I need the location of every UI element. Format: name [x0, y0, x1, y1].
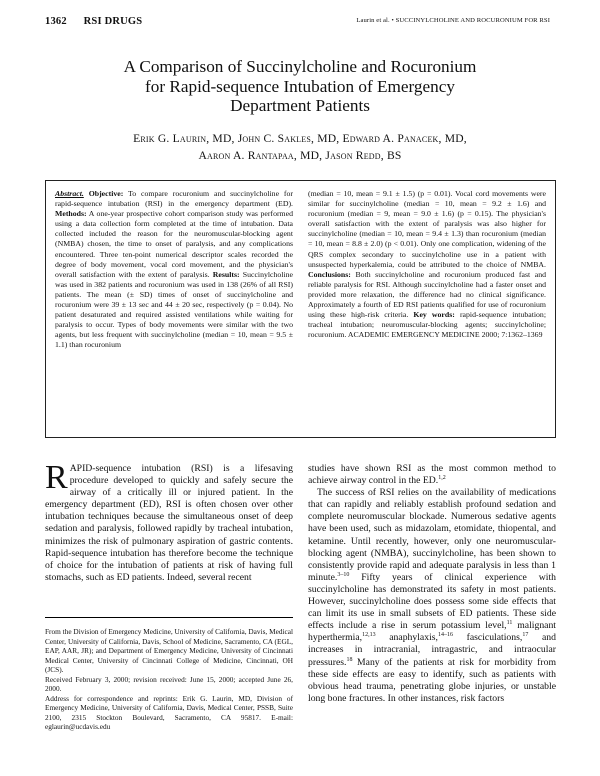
received-note: Received February 3, 2000; revision received: June 15, 2000; accepted June 26, 2000. — [45, 674, 293, 693]
results-label: Results: — [212, 269, 240, 279]
authors-line: Aaron A. Rantapaa, MD, Jason Redd, BS — [198, 149, 402, 162]
citation: 18 — [346, 656, 353, 663]
body-right-column — [308, 463, 556, 705]
title-line: A Comparison of Succinylcholine and Rocuronium — [123, 57, 477, 76]
section-name: RSI DRUGS — [83, 16, 143, 27]
body-text: anaphylaxis, — [375, 632, 438, 644]
abstract-label: Abstract. — [55, 189, 84, 198]
abstract-left-column — [55, 189, 293, 351]
author-list — [40, 130, 560, 164]
affiliation-note: From the Division of Emergency Medicine, University of California, Davis, Medical Center, University of California, Davis, School of Medicine, Sacramento, CA (EGL, EAP, AAR, JR); and Department of Emergency Medicine, University of Cincinnati Medical Center, University of Cincinnati College of Medicine, Cincinnati, OH (JCS). — [45, 627, 293, 674]
abstract-right-column — [308, 189, 546, 340]
keywords-text: rapid-sequence intubation; tracheal intubation; neuromuscular-blocking agents; succinylcholine; rocuronium. ACADEMIC EMERGENCY MEDICINE 2000; 7:1362–1369 — [308, 310, 547, 340]
results-text: Succinylcholine was used in 382 patients and rocuronium was used in 138 (26% of all RSI) patients. The mean (± SD) times of onset of succinylcholine and rocuronium were 39 ± 13 sec and 44 ± 20 sec, respectively (p = 0.04). No patient desaturated and required assisted ventilations while waiting for paralysis to occur. Types of body movements were similar with the two agents, but less frequent with succinylcholine (median = 10, mean = 9.5 ± 1.1) than rocuronium — [55, 269, 294, 350]
conclusions-label: Conclusions: — [308, 269, 351, 279]
footnote-divider — [45, 617, 293, 618]
footnote — [45, 627, 293, 732]
keywords-label: Key words: — [413, 310, 455, 320]
page-number: 1362 — [45, 16, 67, 27]
citation: 11 — [506, 619, 513, 626]
results-continued: (median = 10, mean = 9.1 ± 1.5) (p = 0.01). Vocal cord movements were similar for succinylcholine (median = 10, mean = 9.2 ± 1.6) and rocuronium (median = 9, mean = 9.0 ± 1.6) (p = 0.15). The physician's overall satisfaction with the extent of paralysis was also higher for succinylcholine (median = 10, mean = 9.4 ± 1.3) than rocuronium (median = 10, mean = 8.8 ± 2.0) (p < 0.01). Only one complication, widening of the QRS complex secondary to succinylcholine use in a patient with unsuspected hyperkalemia, could be attributed to the choice of NMBA. — [308, 189, 546, 269]
body-text: fasciculations, — [452, 632, 523, 644]
article-title — [40, 57, 560, 116]
methods-text: A one-year prospective cohort comparison study was performed using a data collection form completed at the time of intubation. Data collected included the reason for the neuromuscular-blocking agent (NMBA) chosen, the time to onset of paralysis, and any complications encountered. Three ten-point numerical descriptor scales recorded the degree of body movement, vocal cord movement, and the physician's overall satisfaction with the extent of paralysis. — [55, 209, 293, 279]
body-paragraph — [308, 463, 556, 487]
title-line: for Rapid-sequence Intubation of Emergency — [145, 76, 455, 96]
correspondence-note: Address for correspondence and reprints: Erik G. Laurin, MD, Division of Emergency Medicine, University of California, Davis, Medical Center, PSSB, Suite 2100, 2315 Stockton Boulevard, Sacramento, CA 95817. E-mail: eglaurin@ucdavis.edu — [45, 693, 293, 731]
authors-line: Erik G. Laurin, MD, John C. Sakles, MD, Edward A. Panacek, MD, — [133, 132, 467, 145]
citation: 12,13 — [362, 632, 376, 639]
body-text: and increases in intracranial, intragastric, and intraocular pressures. — [308, 632, 556, 668]
running-head: Laurin et al. • SUCCINYLCHOLINE AND ROCURONIUM FOR RSI — [356, 17, 550, 24]
body-text: studies have shown RSI as the most common method to achieve airway control in the ED. — [308, 463, 556, 487]
drop-cap: R — [45, 459, 68, 496]
objective-text: To compare rocuronium and succinylcholine for rapid-sequence intubation (RSI) in the emergency department (ED). — [55, 189, 294, 209]
citation: 1,2 — [438, 474, 446, 481]
body-left-column — [45, 459, 293, 584]
title-line: Department Patients — [230, 96, 370, 115]
intro-paragraph — [45, 459, 293, 584]
journal-header — [45, 16, 142, 27]
methods-label: Methods: — [55, 209, 87, 219]
body-text: Fifty years of clinical experience with succinylcholine has demonstrated its safety in most patients. However, succinylcholine does possess some side effects that can limit its use in small subsets of ED patients. These side effects include a rise in serum potassium level, — [308, 571, 556, 632]
conclusions-text: Both succinylcholine and rocuronium produced fast and reliable paralysis for RSI. Although succinylcholine had a faster onset and provided more relaxation, the difference had no clinical significance. Approximately a fourth of ED RSI patients qualified for use of rocuronium using these high-risk criteria. — [308, 269, 546, 320]
body-paragraph — [308, 487, 556, 705]
body-text: malignant hyperthermia, — [308, 620, 556, 644]
citation: 3–10 — [337, 571, 350, 578]
body-text: The success of RSI relies on the availability of medications that can rapidly and reliably establish profound sedation and complete neuromuscular blockade. Numerous sedative agents have been used, such as midazolam, etomidate, thiopental, and ketamine. Until recently, however, only one neuromuscular-blocking agent (NMBA), succinylcholine, has been shown to consistently provide rapid and adequate paralysis in less than 1 minute. — [308, 487, 556, 583]
intro-text: APID-sequence intubation (RSI) is a lifesaving procedure developed to quickly and safely secure the airway of a critically ill or injured patient. In the emergency department (ED), RSI is often chosen over other intubation techniques because the simultaneous onset of deep sedation and paralysis, followed rapidly by tracheal intubation, minimizes the risk of pulmonary aspiration of gastric contents. Rapid-sequence intubation has therefore become the technique of choice for the intubation of patients at risk of having full stomachs, such as ED patients. Indeed, several recent — [45, 463, 293, 583]
objective-label: Objective: — [88, 189, 124, 198]
citation: 17 — [522, 632, 529, 639]
citation: 14–16 — [437, 632, 453, 639]
body-text: Many of the patients at risk for morbidity from these side effects are easy to identify, such as patients with obvious head trauma, penetrating globe injuries, or unstable long bone fractures. In other instances, risk factors — [308, 656, 556, 704]
